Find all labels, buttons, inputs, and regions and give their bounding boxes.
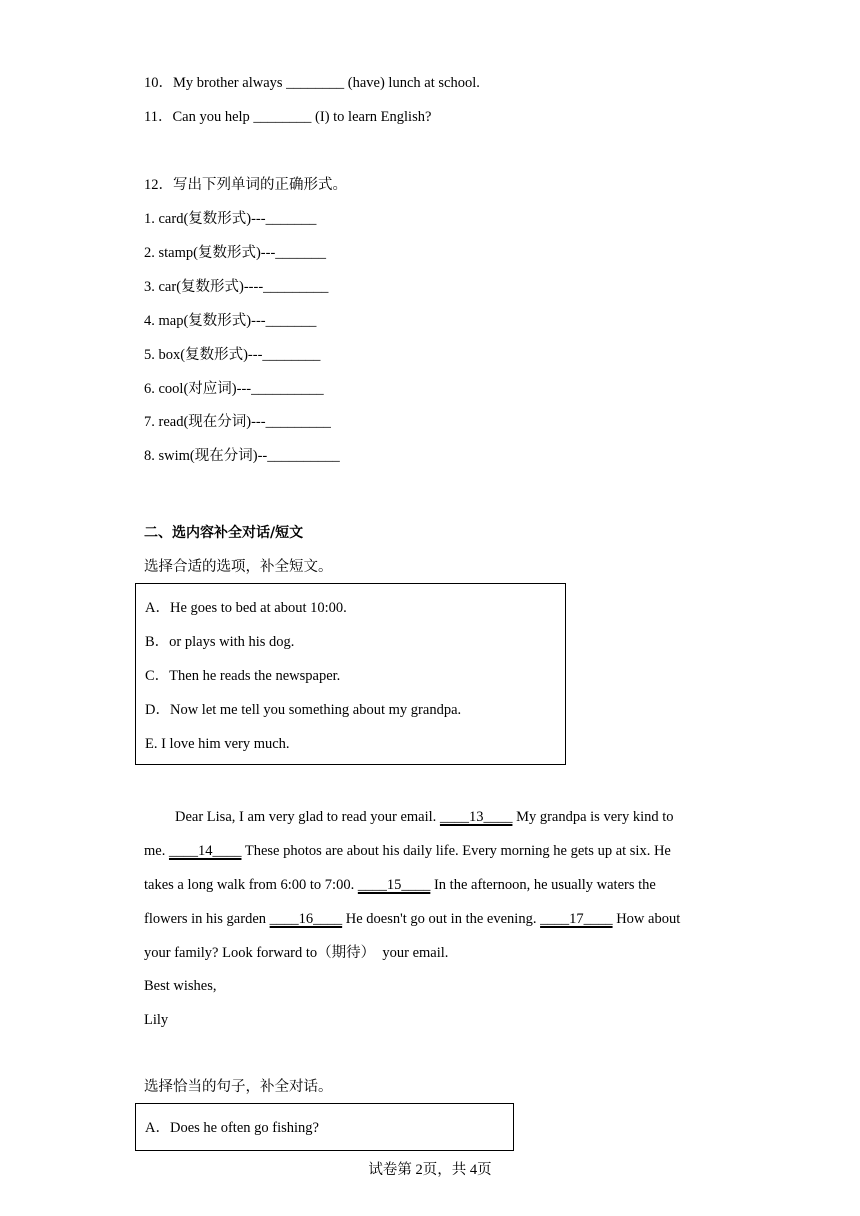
passage-line: Dear Lisa, I am very glad to read your email. ____13____ My grandpa is very kind to: [175, 809, 674, 825]
question-11: 11．Can you help ________ (I) to learn English?: [144, 109, 432, 125]
options-box-dialogue: [135, 1103, 514, 1151]
options-box: [135, 583, 566, 765]
option-a: A．He goes to bed at about 10:00.: [145, 600, 347, 616]
instruction-passage: 选择合适的选项，补全短文。: [144, 559, 333, 575]
letter-closing: Best wishes,: [144, 978, 217, 994]
word-item: 6. cool(对应词)---__________: [144, 381, 324, 397]
word-item: 4. map(复数形式)---_______: [144, 313, 317, 329]
option-e: E. I love him very much.: [145, 736, 290, 752]
option-d: D．Now let me tell you something about my grandpa.: [145, 702, 462, 718]
blank-16: ____16____: [269, 911, 343, 927]
section-heading: 二、选内容补全对话/短文: [144, 525, 304, 541]
option-a: A．Does he often go fishing?: [145, 1120, 319, 1136]
word-item: 7. read(现在分词)---_________: [144, 414, 331, 430]
passage-line: me. ____14____ These photos are about his daily life. Every morning he gets up at six. He: [144, 843, 671, 859]
option-b: B．or plays with his dog.: [145, 634, 295, 650]
instruction-dialogue: 选择恰当的句子，补全对话。: [144, 1079, 333, 1095]
passage-line: takes a long walk from 6:00 to 7:00. ____15____ In the afternoon, he usually waters the: [144, 877, 656, 893]
word-item: 3. car(复数形式)----_________: [144, 279, 329, 295]
word-item: 2. stamp(复数形式)---_______: [144, 245, 327, 261]
word-item: 5. box(复数形式)---________: [144, 347, 321, 363]
passage-line: flowers in his garden ____16____ He doesn't go out in the evening. ____17____ How about: [144, 911, 681, 927]
blank-15: ____15____: [357, 877, 431, 893]
option-c: C．Then he reads the newspaper.: [145, 668, 341, 684]
word-item: 1. card(复数形式)---_______: [144, 211, 317, 227]
blank-17: ____17____: [540, 911, 613, 927]
letter-signature: Lily: [144, 1012, 169, 1028]
question-12-title: 12．写出下列单词的正确形式。: [144, 177, 347, 193]
blank-13: ____13____: [439, 809, 513, 825]
page-footer: 试卷第 2页，共 4页: [368, 1162, 492, 1178]
word-item: 8. swim(现在分词)--__________: [144, 448, 340, 464]
blank-14: ____14____: [168, 843, 242, 859]
question-10: 10．My brother always ________ (have) lunch at school.: [144, 75, 480, 91]
passage-line: your family? Look forward to（期待） your email.: [144, 945, 449, 961]
